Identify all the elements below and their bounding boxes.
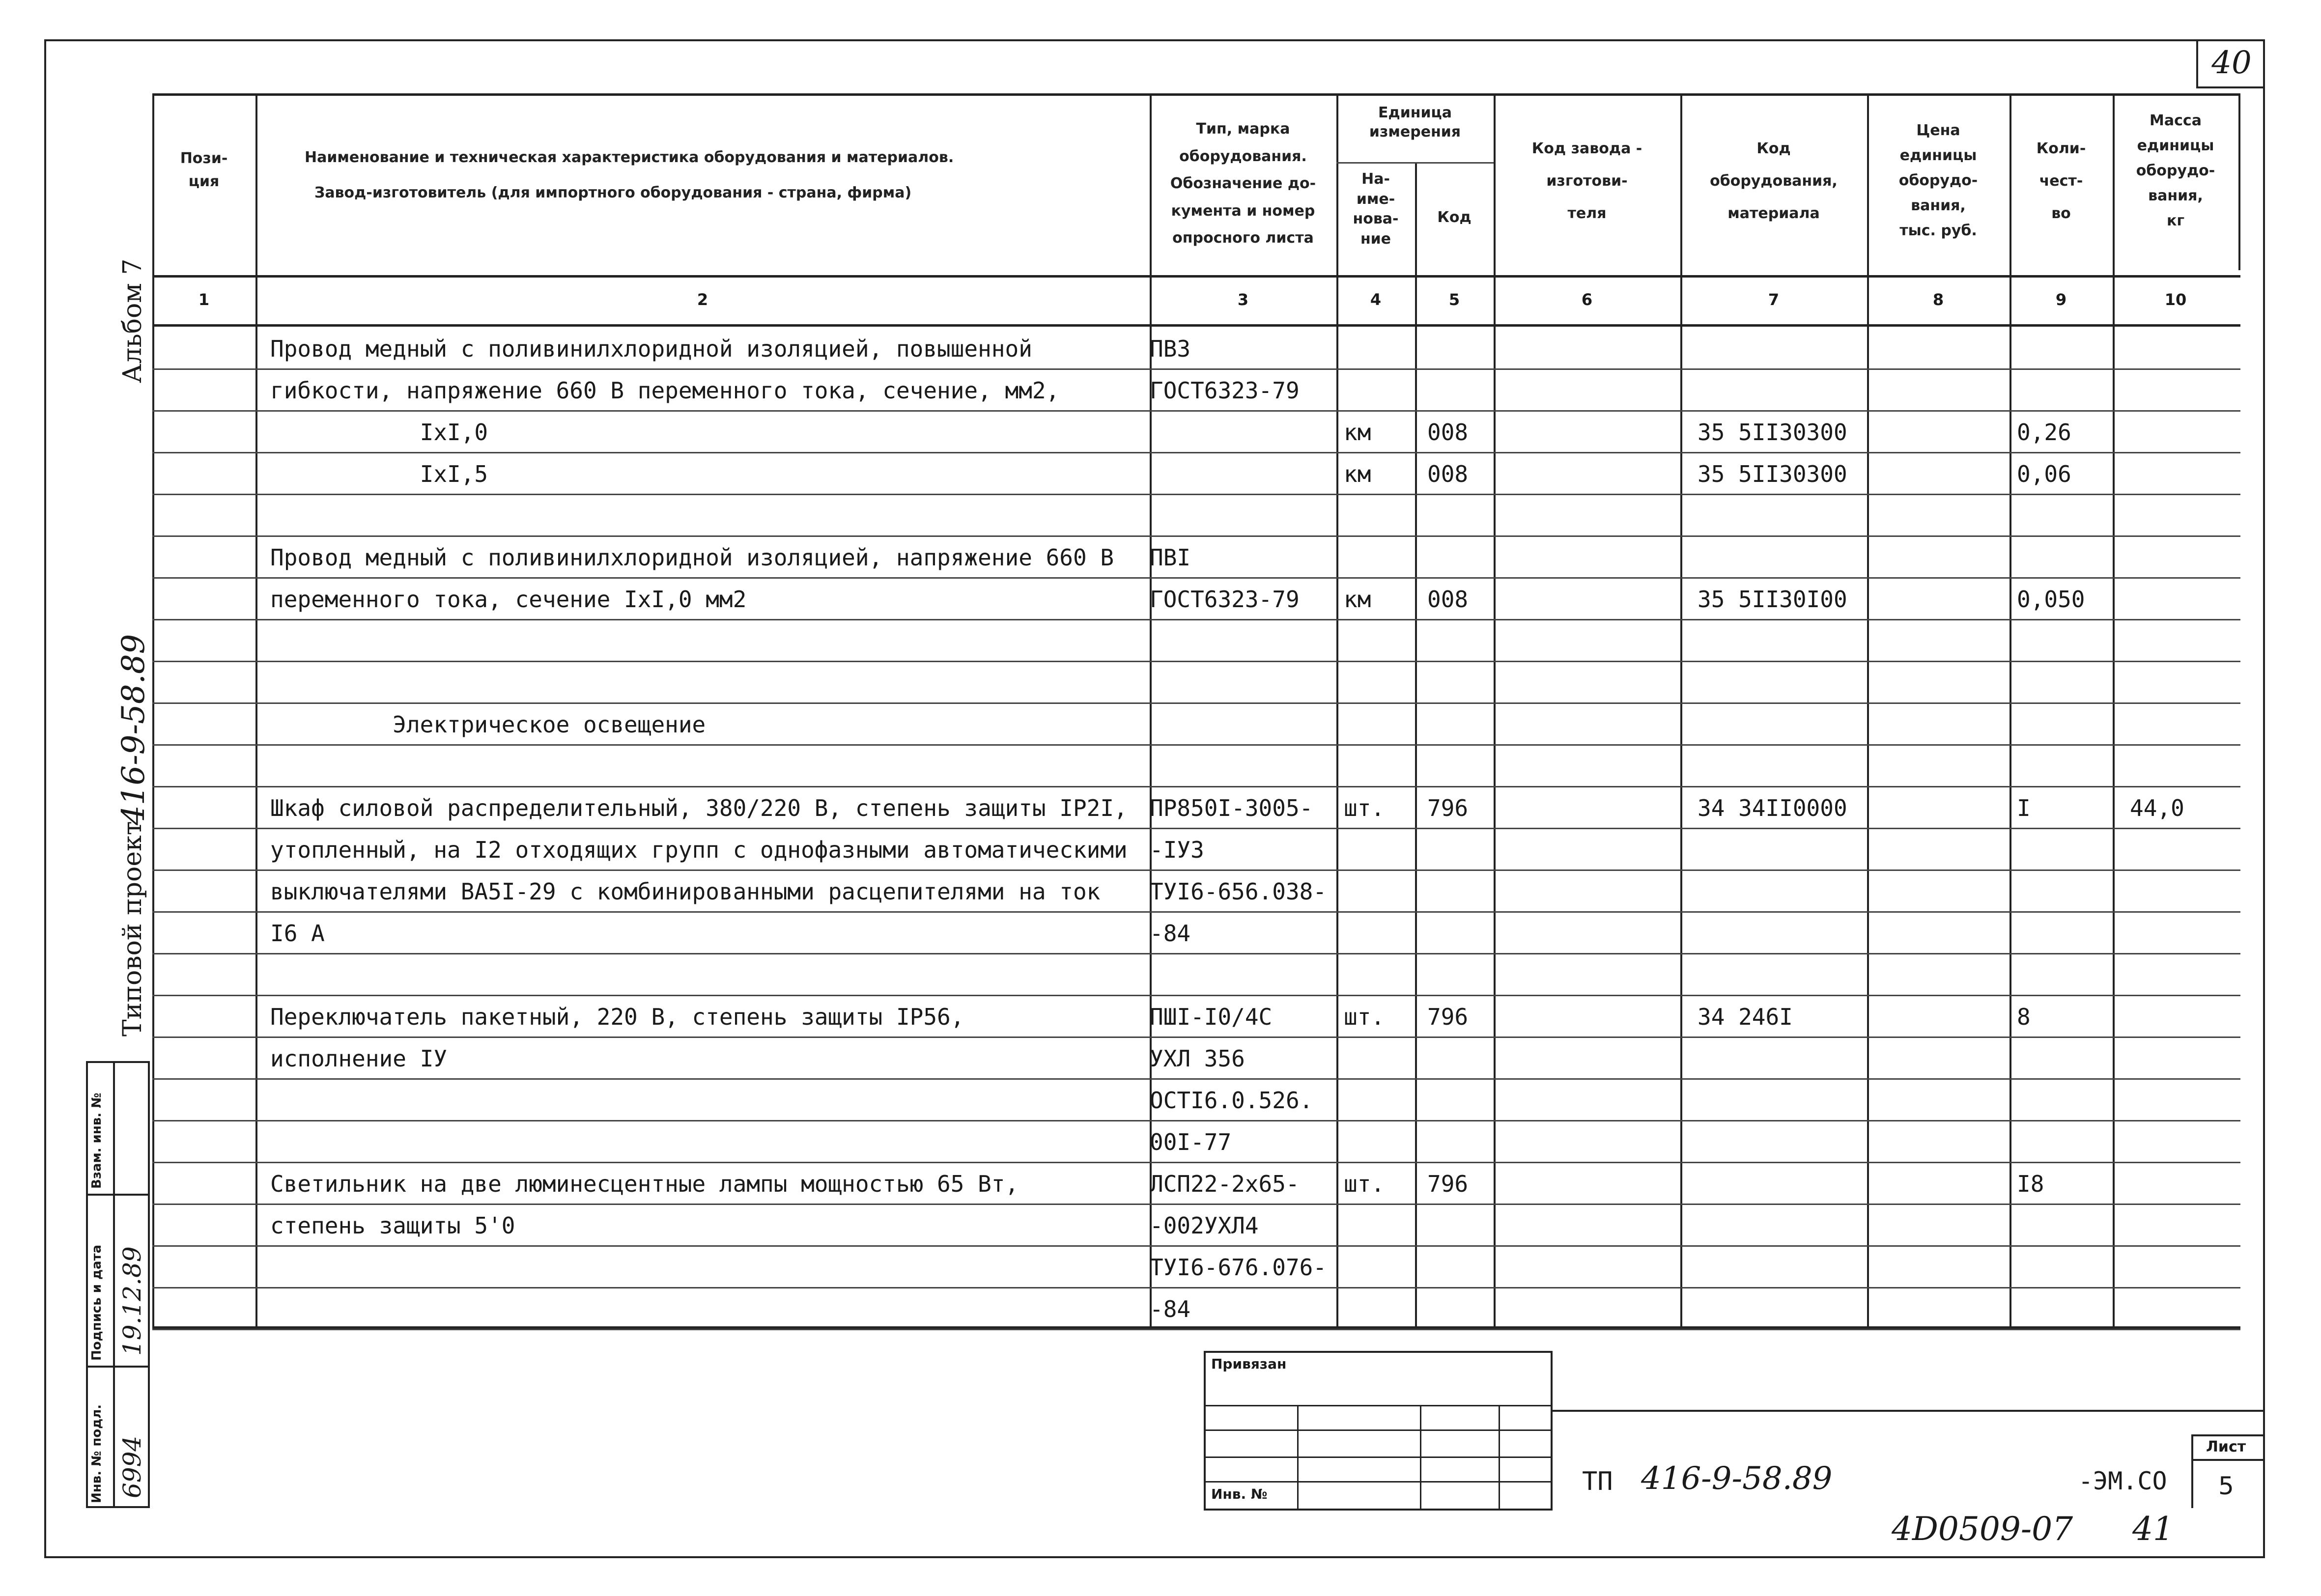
cell-unit-code: 008 [1427,419,1469,446]
cell-quantity: I [2017,795,2031,821]
hdr-eqcode-l1: Код [1756,140,1791,157]
bound-vline-3 [1499,1405,1500,1511]
cell-unit-code: 796 [1427,1004,1469,1030]
hdr-mass-l5: кг [2166,212,2185,229]
cell-type: ТУI6-676.076- [1150,1254,1327,1281]
hdr-maker-l2: изготови- [1546,172,1628,190]
hdr-price-l2: единицы [1899,147,1977,164]
cell-type: ГОСТ6323-79 [1150,586,1300,613]
bound-vline-2 [1420,1405,1421,1511]
table-row-line [152,953,2240,954]
table-row-line [152,702,2240,704]
hdr-eqcode-l3: материала [1727,205,1820,222]
hdr-name [260,140,1189,211]
corner-sheet-number: 40 [2196,39,2265,88]
hdr-unit-name-l2: име- [1356,190,1395,208]
table-row-line [152,535,2240,537]
table-row-line [152,869,2240,871]
cell-name: исполнение IУ [270,1045,448,1072]
hdr-type-l5: опросного листа [1172,229,1314,247]
cell-equipment-code: 34 34II0000 [1698,795,1847,821]
bottom-page-number: 41 [2132,1510,2174,1548]
cell-name: IxI,0 [270,419,488,446]
hdr-type-l1: Тип, марка [1196,120,1290,138]
cell-unit: шт. [1344,1004,1385,1030]
cell-unit: км [1344,461,1371,487]
colnum-6: 6 [1581,290,1593,309]
table-row-line [152,1329,2240,1330]
hdr-type-l4: кумента и номер [1171,202,1315,220]
title-line [1553,1410,2265,1412]
stamp-label-original-inv: Инв. № подл. [89,1404,104,1503]
colnum-9: 9 [2055,290,2067,309]
cell-type: УХЛ 356 [1150,1045,1245,1072]
cell-type: ПВ3 [1150,336,1191,362]
cell-name: Светильник на две люминесцентные лампы мощностью 65 Вт, [270,1171,1019,1197]
stamp-value-inv: 6994 [118,1435,146,1498]
col-line-3 [1336,93,1338,1326]
hdr-price-l3: оборудо- [1898,172,1978,189]
colnum-8: 8 [1932,290,1944,309]
cell-equipment-code: 35 5II30300 [1698,461,1847,487]
cell-unit-code: 008 [1427,586,1469,613]
hdr-price [1867,118,2010,243]
colnum-5: 5 [1448,290,1460,309]
cell-name: утопленный, на I2 отходящих групп с однофазными автоматическими [270,837,1128,863]
hdr-quantity [2010,133,2113,230]
table-row-line [152,452,2240,453]
table-bottom-line [152,1326,2240,1329]
cell-unit: шт. [1344,795,1385,821]
unit-group-line [1336,162,1494,164]
cell-type: -IУ3 [1150,837,1204,863]
hdr-name-l2: Завод-изготовитель (для импортного оборудования - страна, фирма) [314,184,912,201]
bound-vline-1 [1297,1405,1299,1511]
bottom-handwritten-code: 4D0509-07 [1892,1510,2073,1548]
colnum-7: 7 [1768,290,1780,309]
table-row-line [152,494,2240,495]
hdr-unit-group [1336,103,1494,141]
hdr-equipment-code [1680,133,1867,230]
cell-unit: км [1344,586,1371,613]
colnum-10: 10 [2164,290,2187,309]
cell-mass: 44,0 [2130,795,2184,821]
table-row-line [152,368,2240,370]
table-row-line [152,577,2240,579]
colnum-2: 2 [697,290,708,309]
cell-name: переменного тока, сечение IxI,0 мм2 [270,586,747,613]
table-row-line [152,410,2240,412]
cell-equipment-code: 34 246I [1698,1004,1793,1030]
cell-unit: км [1344,419,1371,446]
cell-type: -002УХЛ4 [1150,1212,1259,1239]
cell-type: ПВI [1150,544,1191,571]
cell-name: выключателями ВА5I-29 с комбинированными расцепителями на ток [270,878,1101,905]
col-line-6 [1680,93,1682,1326]
colnum-bottom-line [152,324,2240,327]
cell-equipment-code: 35 5II30300 [1698,419,1847,446]
col-line-9 [2113,93,2115,1326]
cell-name: Провод медный с поливинилхлоридной изоляцией, напряжение 660 В [270,544,1114,571]
hdr-price-l4: вания, [1911,197,1966,214]
stamp-value-date: 19.12.89 [118,1246,146,1356]
hdr-qty-l2: чест- [2039,172,2083,190]
table-row-line [152,744,2240,746]
table-row-line [152,1162,2240,1163]
sheet-box-line [2191,1459,2265,1461]
hdr-type-l2: оборудования. [1179,147,1307,165]
cell-name: Электрическое освещение [270,711,706,738]
table-row-line [152,995,2240,996]
col-line-8 [2010,93,2011,1326]
hdr-mass-l2: единицы [2137,137,2214,154]
hdr-mass-l3: оборудо- [2136,162,2215,179]
col-line-7 [1867,93,1869,1326]
cell-type: ОСТI6.0.526. [1150,1087,1313,1114]
cell-quantity: 0,26 [2017,419,2071,446]
hdr-maker-l3: теля [1567,205,1607,222]
left-stamp-divider [113,1061,115,1508]
cell-quantity: 8 [2017,1004,2031,1030]
album-label: Альбом 7 [118,258,147,383]
hdr-unit-name-l3: нова- [1353,210,1399,227]
cell-unit-code: 008 [1427,461,1469,487]
table-row-line [152,1036,2240,1038]
hdr-position-l1: Пози- [180,150,228,167]
hdr-qty-l3: во [2051,205,2071,222]
col-line-10 [2238,93,2240,270]
colnum-4: 4 [1370,290,1382,309]
hdr-eqcode-l2: оборудования, [1710,172,1838,190]
cell-type: ПР850I-3005- [1150,795,1313,821]
hdr-unit-l1: Единица [1378,104,1452,121]
cell-name: Провод медный с поливинилхлоридной изоляцией, повышенной [270,336,1032,362]
stamp-label-replaced: Взам. инв. № [89,1092,104,1189]
hdr-mass [2113,108,2238,233]
hdr-position [162,147,246,193]
sheet-label: Лист [2206,1438,2246,1456]
hdr-unit-l2: измерения [1369,123,1461,140]
table-row-line [152,661,2240,662]
bound-line-2 [1204,1429,1553,1431]
cell-type: ЛСП22-2х65- [1150,1171,1300,1197]
hdr-unit-code-l1: Код [1437,209,1472,226]
col-line-5 [1494,93,1496,1326]
header-top-line [152,93,2240,96]
stamp-label-signature: Подпись и дата [89,1244,104,1361]
hdr-mass-l1: Масса [2150,112,2202,129]
table-row-line [152,1287,2240,1288]
bound-label: Привязан [1211,1356,1287,1372]
bound-line-3 [1204,1456,1553,1458]
project-label: Типовой проект [118,821,147,1036]
cell-name: Шкаф силовой распределительный, 380/220 В, степень защиты IP2I, [270,795,1128,821]
hdr-unit-name-l1: На- [1361,170,1390,188]
cell-name: I6 А [270,920,325,947]
table-row-line [152,828,2240,829]
hdr-price-l1: Цена [1916,122,1960,139]
designation-number: 416-9-58.89 [1641,1460,1833,1497]
table-row-line [152,1078,2240,1080]
hdr-mass-l4: вания, [2148,187,2203,204]
cell-unit-code: 796 [1427,1171,1469,1197]
col-line-0 [152,93,154,1326]
header-bottom-line [152,275,2240,278]
hdr-maker-l1: Код завода - [1531,140,1642,157]
cell-name: IxI,5 [270,461,488,487]
hdr-name-l1: Наименование и техническая характеристика оборудования и материалов. [305,149,954,166]
designation-prefix: ТП [1582,1467,1613,1496]
project-number: 416-9-58.89 [115,634,152,825]
colnum-3: 3 [1237,290,1249,309]
hdr-position-l2: ция [188,172,220,190]
cell-type: ПШI-I0/4С [1150,1004,1273,1030]
cell-equipment-code: 35 5II30I00 [1698,586,1847,613]
hdr-qty-l1: Коли- [2036,140,2086,157]
bound-line-1 [1204,1405,1553,1406]
hdr-type-l3: Обозначение до- [1170,175,1316,192]
hdr-unit-code [1415,206,1494,229]
hdr-unit-name [1336,169,1415,249]
table-row-line [152,1120,2240,1121]
table-row-line [152,911,2240,913]
table-row-line [152,1204,2240,1205]
col-line-1 [255,93,257,1326]
hdr-unit-name-l4: ние [1360,230,1391,248]
cell-type: ГОСТ6323-79 [1150,377,1300,404]
hdr-maker-code [1494,133,1680,230]
hdr-price-l5: тыс. руб. [1899,222,1977,239]
cell-name: Переключатель пакетный, 220 В, степень защиты IP56, [270,1004,964,1030]
table-row-line [152,786,2240,787]
cell-unit-code: 796 [1427,795,1469,821]
bound-line-4 [1204,1481,1553,1483]
cell-name: гибкости, напряжение 660 В переменного тока, сечение, мм2, [270,377,1060,404]
colnum-1: 1 [198,290,210,309]
inv-label: Инв. № [1211,1486,1268,1502]
cell-quantity: 0,06 [2017,461,2071,487]
cell-type: -84 [1150,920,1191,947]
cell-type: -84 [1150,1296,1191,1322]
cell-type: 00I-77 [1150,1129,1232,1155]
table-row-line [152,619,2240,620]
cell-type: ТУI6-656.038- [1150,878,1327,905]
cell-unit: шт. [1344,1171,1385,1197]
cell-quantity: 0,050 [2017,586,2085,613]
cell-name: степень защиты 5'0 [270,1212,515,1239]
table-row-line [152,1245,2240,1247]
left-stamp-sep-2 [86,1366,150,1368]
designation-suffix: -ЭМ.СО [2078,1467,2167,1495]
left-stamp-sep-1 [86,1194,150,1196]
hdr-type [1150,115,1336,252]
sheet-value: 5 [2218,1472,2234,1500]
cell-quantity: I8 [2017,1171,2044,1197]
